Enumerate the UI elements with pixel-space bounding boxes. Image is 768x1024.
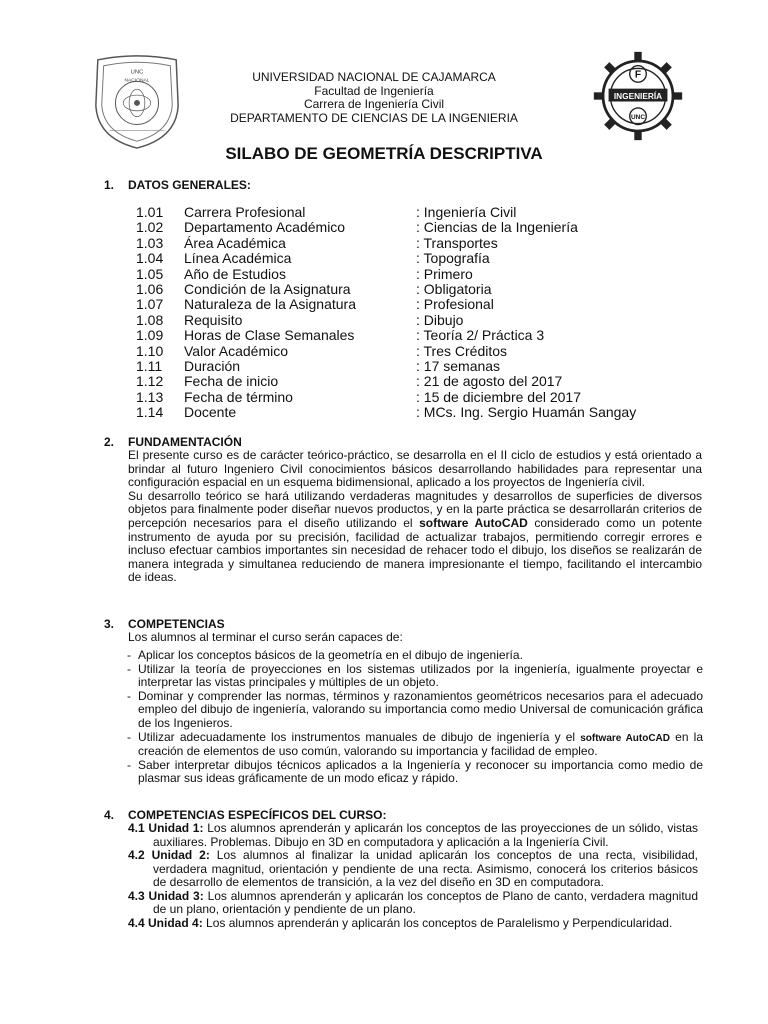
list-item: - Saber interpretar dibujos técnicos aplicados a la Ingeniería y reconocer su importancia como medio de plasmar sus ideas gráficamente de un modo eficaz y rápido. (127, 757, 703, 786)
svg-text:NACIONAL: NACIONAL (124, 78, 150, 84)
section-heading-datos: 1. DATOS GENERALES: (104, 178, 251, 192)
section-heading-fundamentacion: 2. FUNDAMENTACIÓN (104, 435, 242, 449)
competencias-intro: Los alumnos al terminar el curso serán capaces de: (128, 630, 403, 644)
list-item: 4.3 Unidad 3: Los alumnos aprenderán y aplicarán los conceptos de Plano de canto, verdadera magnitud de un plano, orientación y pendiente de un plano. (128, 888, 699, 916)
table-row: 1.05 Año de Estudios : Primero (136, 265, 473, 282)
svg-text:UNC: UNC (631, 114, 645, 121)
table-row: 1.02 Departamento Académico : Ciencias de la Ingeniería (136, 219, 578, 236)
faculty-gear-logo (592, 50, 684, 142)
career-name: Carrera de Ingeniería Civil (303, 97, 445, 111)
fundamentacion-paragraph-2: Su desarrollo teórico se hará utilizando verdaderas magnitudes y desarrollos de superficies de diversos objetos para finalmente poder diseñar nuevos productos, y en la parte práctica se desarrollarán criterios de percepción necesarios para el diseño utilizando el software AutoCAD considerado como un potente instrumento de ayuda por su precisión, facilidad de actualizar trabajos, permitiendo corregir errores e incluso efectuar cambios importantes sin necesidad de rehacer todo el dibujo, los diseños se realizarán de manera integrada y simultanea reduciendo de manera impresionante el tiempo, facilitando el intercambio de ideas. (128, 488, 703, 585)
table-row: 1.13 Fecha de término : 15 de diciembre del 2017 (136, 388, 581, 405)
list-item: 4.2 Unidad 2: Los alumnos al finalizar la unidad aplicarán los conceptos de una recta, visibilidad, verdadera magnitud, orientación y pendiente de una recta. Asimismo, conocerá los criterios básicos de desarrollo de elementos de transición, a la vez del diseño en 3D en computadora. (128, 848, 699, 889)
department-name: DEPARTAMENTO DE CIENCIAS DE LA INGENIERIA (230, 110, 518, 125)
university-seal-logo (88, 52, 186, 150)
table-row: 1.10 Valor Académico : Tres Créditos (136, 342, 508, 359)
competencias-list (127, 649, 703, 786)
fundamentacion-text (128, 449, 702, 585)
list-item: - Utilizar adecuadamente los instrumentos manuales de dibujo de ingeniería y el software AutoCAD en la creación de elementos de uso común, valorando su importancia y facilidad de empleo. (127, 729, 703, 759)
table-row: 1.12 Fecha de inicio : 21 de agosto del 2017 (136, 373, 563, 390)
table-row: 1.09 Horas de Clase Semanales : Teoría 2/ Práctica 3 (136, 327, 545, 344)
table-row: 1.03 Área Académica : Transportes (136, 234, 498, 251)
list-item: 4.1 Unidad 1: Los alumnos aprenderán y aplicarán los conceptos de las proyecciones de un sólido, vistas auxiliares. Problemas. Dibujo en 3D en computadora y aplicación a la Ingeniería Civil. (128, 821, 699, 849)
table-row: 1.06 Condición de la Asignatura : Obligatoria (136, 281, 492, 298)
svg-text:F: F (634, 69, 642, 81)
faculty-name: Facultad de Ingeniería (314, 83, 434, 98)
table-row: 1.11 Duración : 17 semanas (136, 358, 501, 375)
document-title: SILABO DE GEOMETRÍA DESCRIPTIVA (225, 144, 543, 163)
table-row: 1.14 Docente : MCs. Ing. Sergio Huamán Sangay (136, 404, 637, 421)
university-name: UNIVERSIDAD NACIONAL DE CAJAMARCA (252, 70, 496, 84)
datos-generales-table (136, 205, 636, 421)
svg-text:UNC: UNC (130, 69, 144, 76)
list-item: 4.4 Unidad 4: Los alumnos aprenderán y aplicarán los conceptos de Paralelismo y Perpendicularidad. (128, 915, 673, 930)
section-heading-competencias-especificos: 4. COMPETENCIAS ESPECÍFICOS DEL CURSO: (104, 808, 387, 822)
list-item: - Aplicar los conceptos básicos de la geometría en el dibujo de ingeniería. (127, 648, 523, 662)
institution-header (190, 71, 558, 125)
table-row: 1.08 Requisito : Dibujo (136, 311, 464, 328)
svg-text:INGENIERÍA: INGENIERÍA (613, 91, 663, 101)
table-row: 1.04 Línea Académica : Topografía (136, 250, 490, 267)
table-row: 1.07 Naturaleza de la Asignatura : Profesional (136, 296, 494, 313)
section-heading-competencias: 3. COMPETENCIAS (104, 617, 225, 631)
fundamentacion-paragraph-1: El presente curso es de carácter teórico-práctico, se desarrolla en el II ciclo de estudios y está orientado a brindar al futuro Ingeniero Civil conocimientos básicos desarrollando habilidades para representar una configuración espacial en un esquema bidimensional, aplicado a los proyectos de Ingeniería civil. (128, 448, 702, 490)
list-item: - Utilizar la teoría de proyecciones en los sistemas utilizados por la ingeniería, igualmente proyectar e interpretar las vistas principales y múltiples de un objeto. (127, 661, 703, 690)
list-item: - Dominar y comprender las normas, términos y razonamientos geométricos necesarios para el adecuado empleo del dibujo de ingeniería, valorando su importancia como medio Universal de comunicación gráfica de los Ingenieros. (127, 688, 703, 730)
units-list (128, 822, 698, 930)
table-row: 1.01 Carrera Profesional : Ingeniería Civil (136, 204, 517, 220)
